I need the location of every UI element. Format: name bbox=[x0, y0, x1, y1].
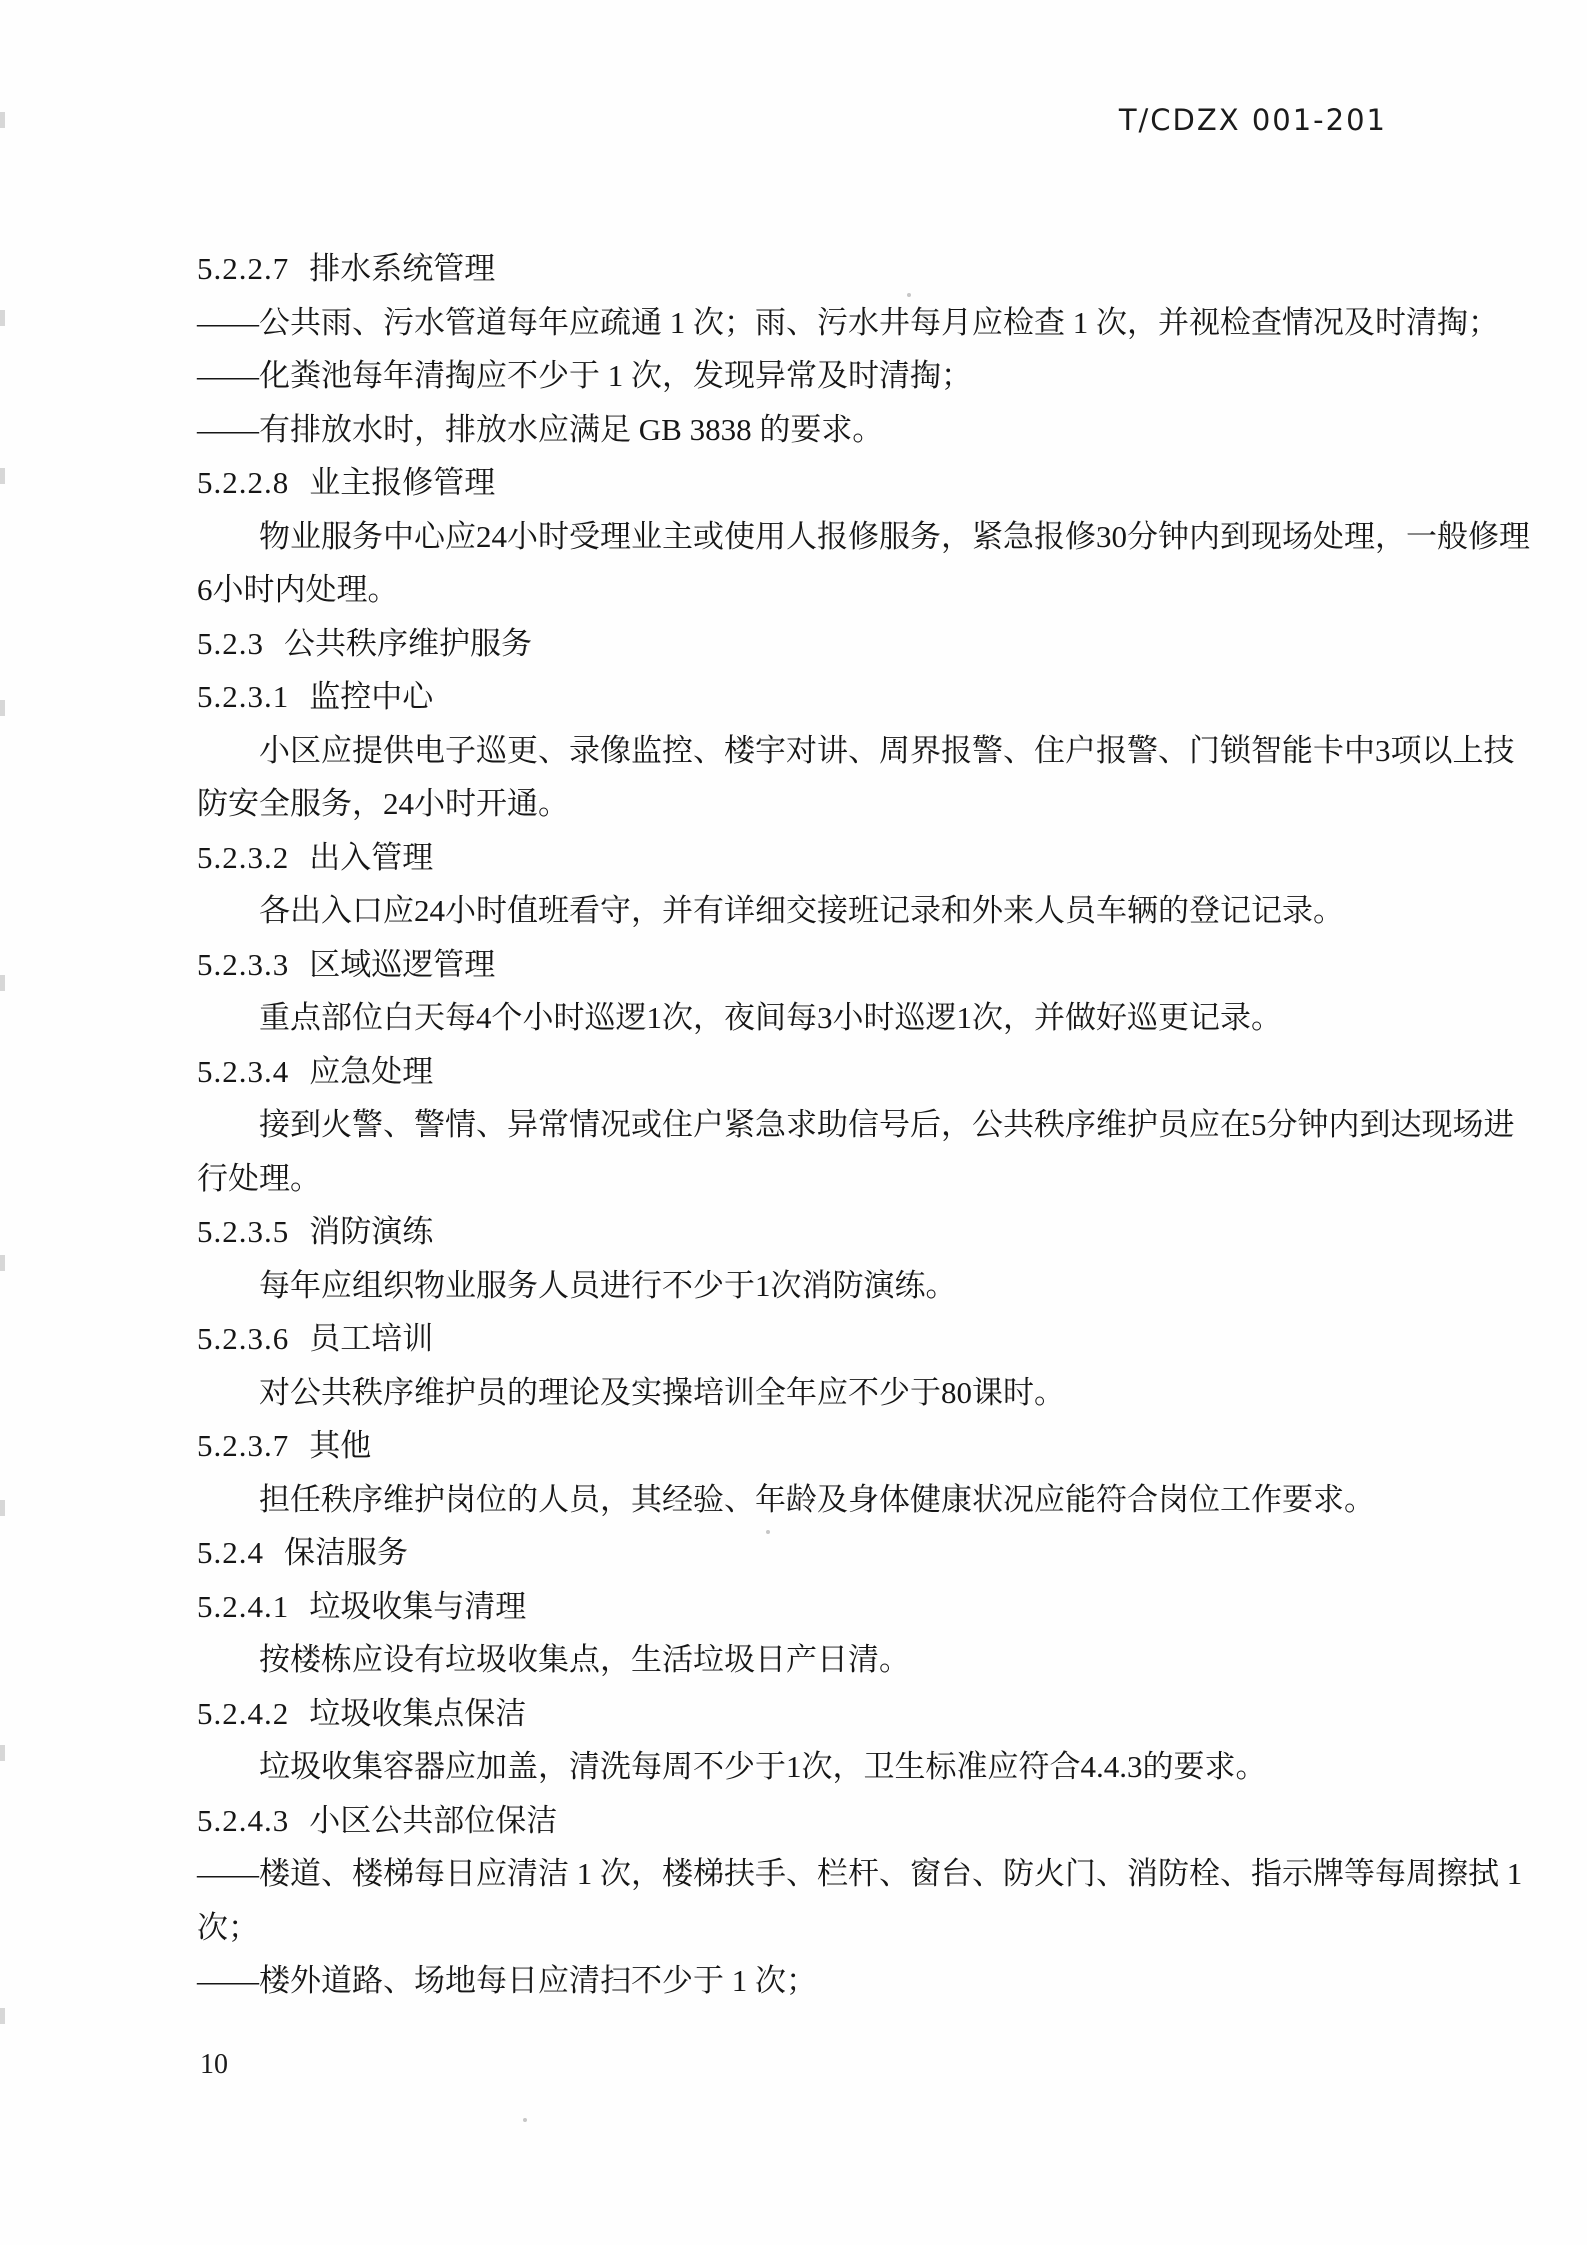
scan-artifact bbox=[766, 1530, 770, 1534]
text-line: ——公共雨、污水管道每年应疏通 1 次；雨、污水井每月应检查 1 次，并视检查情况及时清掏； bbox=[197, 304, 1499, 340]
text-line: 行处理。 bbox=[197, 1160, 321, 1196]
text-line: 小区应提供电子巡更、录像监控、楼宇对讲、周界报警、住户报警、门锁智能卡中3项以上技 bbox=[259, 732, 1515, 768]
text-line: 对公共秩序维护员的理论及实操培训全年应不少于80课时。 bbox=[259, 1374, 1065, 1410]
clause-title: 员工培训 bbox=[309, 1321, 434, 1356]
clause-heading bbox=[197, 938, 1459, 992]
text-line: 各出入口应24小时值班看守，并有详细交接班记录和外来人员车辆的登记记录。 bbox=[259, 893, 1344, 928]
text-line: 6小时内处理。 bbox=[197, 572, 399, 607]
clause-title: 垃圾收集与清理 bbox=[309, 1588, 527, 1624]
clause-heading bbox=[197, 831, 1459, 885]
clause-heading bbox=[197, 1045, 1459, 1099]
standard-code-header: T/CDZX 001-201 bbox=[1118, 103, 1387, 137]
clause-title: 区域巡逻管理 bbox=[309, 946, 496, 982]
scan-artifact bbox=[907, 293, 911, 297]
text-line: 接到火警、警情、异常情况或住户紧急求助信号后，公共秩序维护员应在5分钟内到达现场进 bbox=[259, 1107, 1515, 1142]
clause-title: 垃圾收集点保洁 bbox=[309, 1695, 527, 1731]
clause-number: 5.2.3.7 bbox=[197, 1428, 290, 1463]
scan-artifact bbox=[0, 975, 5, 991]
clause-number: 5.2.4.3 bbox=[197, 1802, 290, 1838]
document-body bbox=[197, 242, 1530, 2008]
clause-title: 业主报修管理 bbox=[309, 465, 496, 500]
clause-number: 5.2.4.2 bbox=[197, 1695, 290, 1731]
clause-number: 5.2.3.2 bbox=[197, 839, 290, 875]
text-line: 重点部位白天每4个小时巡逻1次，夜间每3小时巡逻1次，并做好巡更记录。 bbox=[259, 1000, 1282, 1035]
text-line: 每年应组织物业服务人员进行不少于1次消防演练。 bbox=[259, 1267, 957, 1303]
scan-artifact bbox=[0, 1745, 5, 1761]
scan-artifact bbox=[0, 1255, 5, 1271]
scan-artifact bbox=[523, 2118, 527, 2122]
clause-number: 5.2.3.1 bbox=[197, 679, 290, 714]
clause-number: 5.2.3.5 bbox=[197, 1214, 290, 1249]
text-line: 次； bbox=[197, 1909, 259, 1945]
clause-number: 5.2.4 bbox=[197, 1535, 264, 1570]
text-line: 防安全服务，24小时开通。 bbox=[197, 786, 569, 821]
clause-heading bbox=[197, 1794, 1459, 1848]
clause-title: 应急处理 bbox=[309, 1053, 434, 1089]
clause-heading bbox=[197, 1580, 1459, 1634]
clause-title: 监控中心 bbox=[309, 679, 434, 714]
clause-heading bbox=[197, 617, 1459, 671]
clause-title: 出入管理 bbox=[309, 839, 434, 875]
scan-artifact bbox=[0, 2008, 5, 2024]
clause-number: 5.2.3.6 bbox=[197, 1321, 290, 1356]
clause-title: 保洁服务 bbox=[284, 1535, 408, 1570]
clause-number: 5.2.4.1 bbox=[197, 1588, 290, 1624]
clause-heading bbox=[197, 1312, 1459, 1366]
clause-title: 小区公共部位保洁 bbox=[309, 1802, 558, 1838]
clause-number: 5.2.2.7 bbox=[197, 251, 290, 286]
text-line: 按楼栋应设有垃圾收集点，生活垃圾日产日清。 bbox=[259, 1642, 910, 1677]
scan-artifact bbox=[0, 310, 5, 326]
text-line: 担任秩序维护岗位的人员，其经验、年龄及身体健康状况应能符合岗位工作要求。 bbox=[259, 1481, 1375, 1517]
text-line: 物业服务中心应24小时受理业主或使用人报修服务，紧急报修30分钟内到现场处理，一般修理 bbox=[259, 518, 1530, 554]
scan-artifact bbox=[0, 112, 5, 128]
clause-number: 5.2.3.3 bbox=[197, 946, 290, 982]
clause-heading bbox=[197, 1526, 1459, 1580]
clause-heading bbox=[197, 456, 1459, 510]
clause-title: 排水系统管理 bbox=[309, 251, 496, 286]
text-line: ——楼道、楼梯每日应清洁 1 次，楼梯扶手、栏杆、窗台、防火门、消防栓、指示牌等每周擦拭 1 bbox=[197, 1856, 1523, 1891]
clause-number: 5.2.3 bbox=[197, 625, 264, 661]
clause-heading bbox=[197, 670, 1459, 724]
scan-artifact bbox=[0, 700, 5, 716]
page-number: 10 bbox=[200, 2049, 228, 2080]
clause-heading bbox=[197, 1205, 1459, 1259]
clause-number: 5.2.3.4 bbox=[197, 1053, 290, 1089]
text-line: ——化粪池每年清掏应不少于 1 次，发现异常及时清掏； bbox=[197, 358, 972, 393]
scan-artifact bbox=[0, 1500, 5, 1516]
clause-title: 其他 bbox=[309, 1428, 372, 1463]
text-line: 垃圾收集容器应加盖，清洗每周不少于1次，卫生标准应符合4.4.3的要求。 bbox=[259, 1749, 1267, 1784]
clause-heading bbox=[197, 1687, 1459, 1741]
clause-title: 消防演练 bbox=[309, 1214, 434, 1249]
clause-number: 5.2.2.8 bbox=[197, 465, 290, 500]
clause-title: 公共秩序维护服务 bbox=[284, 625, 532, 661]
text-line: ——楼外道路、场地每日应清扫不少于 1 次； bbox=[197, 1963, 817, 1998]
clause-heading bbox=[197, 1419, 1459, 1473]
scan-artifact bbox=[0, 468, 5, 484]
clause-heading bbox=[197, 242, 1459, 296]
text-line: ——有排放水时，排放水应满足 GB 3838 的要求。 bbox=[197, 411, 884, 447]
